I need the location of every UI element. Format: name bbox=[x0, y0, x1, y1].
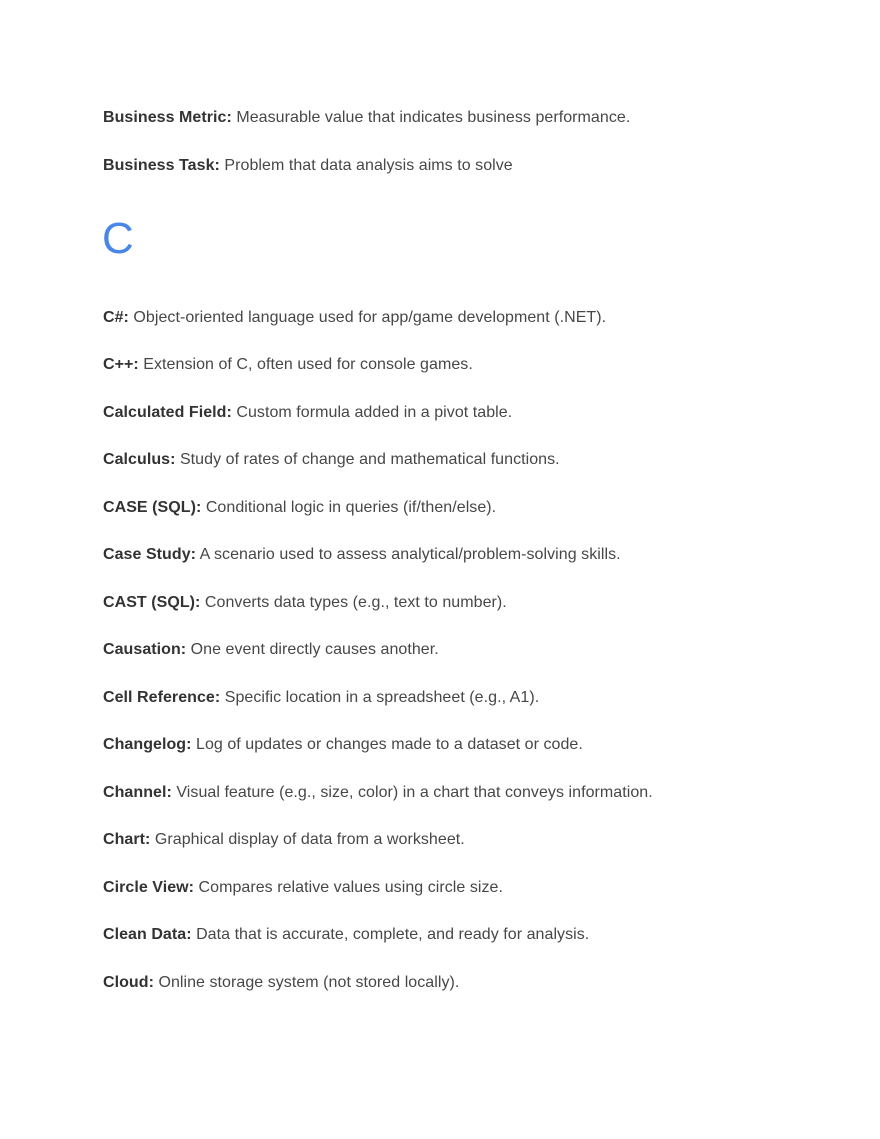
glossary-term: Channel: bbox=[103, 784, 172, 801]
glossary-term: Clean Data: bbox=[103, 926, 192, 943]
glossary-term: Chart: bbox=[103, 831, 151, 848]
glossary-entry bbox=[103, 640, 439, 660]
glossary-entry bbox=[103, 450, 560, 470]
glossary-term: C#: bbox=[103, 309, 129, 326]
glossary-definition: Conditional logic in queries (if/then/else). bbox=[201, 499, 497, 516]
glossary-term: C++: bbox=[103, 356, 139, 373]
glossary-definition: Converts data types (e.g., text to number). bbox=[200, 594, 507, 611]
glossary-term: Cloud: bbox=[103, 974, 154, 991]
glossary-term: Business Task: bbox=[103, 157, 220, 174]
glossary-definition: Online storage system (not stored locally). bbox=[153, 974, 460, 991]
glossary-entry bbox=[103, 925, 589, 945]
glossary-entry bbox=[103, 498, 496, 518]
glossary-definition: Problem that data analysis aims to solve bbox=[219, 157, 513, 174]
glossary-term: Case Study: bbox=[103, 546, 197, 563]
glossary-term: Calculus: bbox=[103, 451, 176, 468]
glossary-definition: Study of rates of change and mathematical functions. bbox=[175, 451, 560, 468]
glossary-definition: Measurable value that indicates business performance. bbox=[231, 109, 631, 126]
glossary-term: Causation: bbox=[103, 641, 187, 658]
glossary-term: CASE (SQL): bbox=[103, 499, 202, 516]
glossary-definition: Compares relative values using circle size. bbox=[194, 879, 504, 896]
glossary-entry bbox=[103, 545, 621, 565]
glossary-entry bbox=[103, 156, 513, 176]
glossary-definition: Custom formula added in a pivot table. bbox=[231, 404, 513, 421]
glossary-definition: Visual feature (e.g., size, color) in a chart that conveys information. bbox=[171, 784, 653, 801]
glossary-entry bbox=[103, 688, 539, 708]
glossary-entry bbox=[103, 593, 507, 613]
glossary-entry bbox=[103, 878, 503, 898]
glossary-entry bbox=[103, 830, 465, 850]
glossary-term: Changelog: bbox=[103, 736, 192, 753]
glossary-entry bbox=[103, 308, 606, 328]
glossary-entry bbox=[103, 108, 630, 128]
glossary-definition: Graphical display of data from a worksheet. bbox=[150, 831, 465, 848]
glossary-entry bbox=[103, 403, 512, 423]
glossary-term: Circle View: bbox=[103, 879, 195, 896]
glossary-term: Cell Reference: bbox=[103, 689, 221, 706]
glossary-definition: Specific location in a spreadsheet (e.g., A1). bbox=[220, 689, 540, 706]
glossary-term: Calculated Field: bbox=[103, 404, 232, 421]
glossary-definition: Extension of C, often used for console games. bbox=[138, 356, 473, 373]
glossary-entry bbox=[103, 783, 653, 803]
glossary-definition: Object-oriented language used for app/game development (.NET). bbox=[128, 309, 607, 326]
glossary-entry bbox=[103, 973, 459, 993]
glossary-definition: Log of updates or changes made to a dataset or code. bbox=[191, 736, 583, 753]
glossary-term: CAST (SQL): bbox=[103, 594, 201, 611]
glossary-term: Business Metric: bbox=[103, 109, 232, 126]
glossary-definition: A scenario used to assess analytical/problem-solving skills. bbox=[196, 546, 621, 563]
glossary-entry bbox=[103, 735, 583, 755]
glossary-definition: Data that is accurate, complete, and ready for analysis. bbox=[191, 926, 590, 943]
section-heading-letter: C bbox=[102, 214, 134, 263]
glossary-definition: One event directly causes another. bbox=[186, 641, 439, 658]
glossary-entry bbox=[103, 355, 473, 375]
